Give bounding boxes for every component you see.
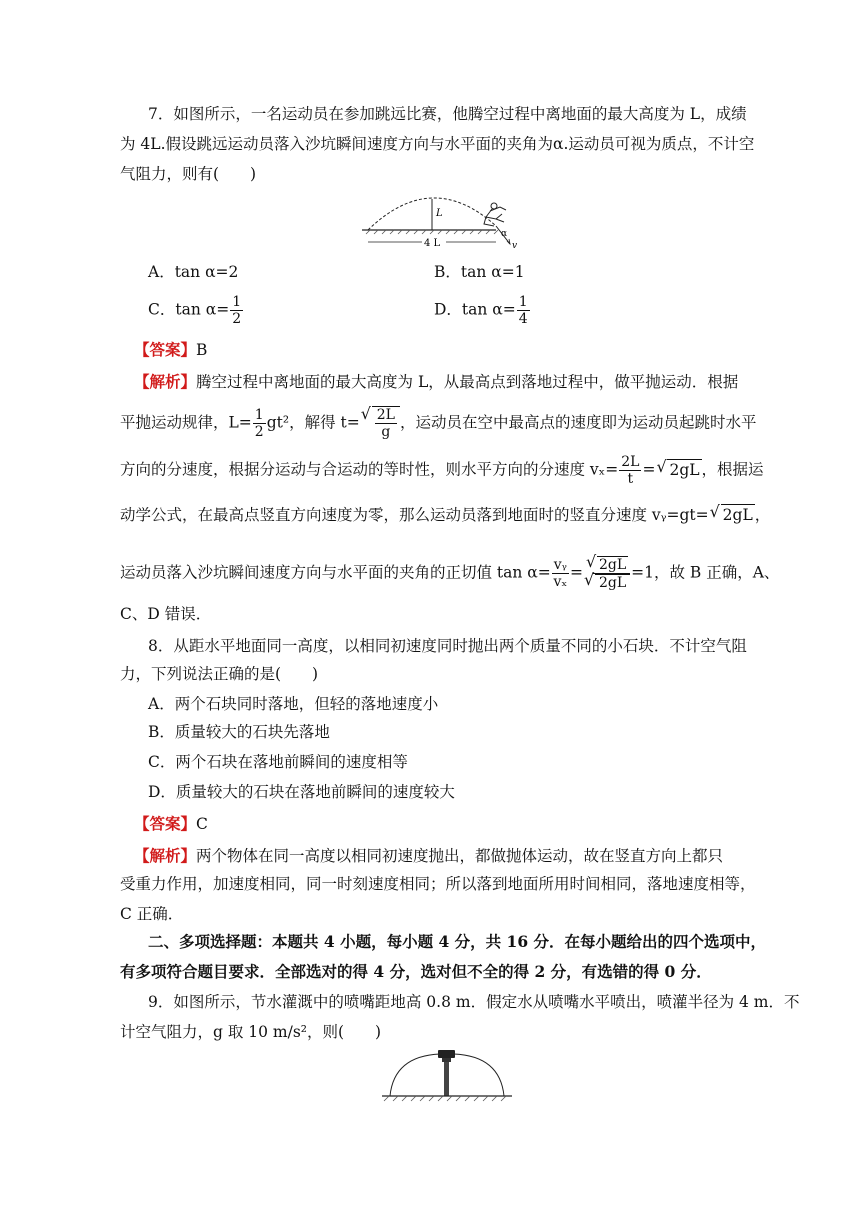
q7-line3: 气阻力，则有( ) xyxy=(120,165,257,183)
q7-analysis-line4: 动学公式，在最高点竖直方向速度为零，那么运动员落到地面时的竖直分速度 vᵧ=gt=√ 2gL ， xyxy=(120,504,770,525)
q7-option-c: C．tan α= $\frac{1}{2}$ xyxy=(148,294,242,327)
q7-analysis-line2: 平抛运动规律，L= $\frac{1}{2}$ gt²，解得 t= √ $\frac{2L}{g}$ ，运动员在空中最高点的速度即为运动员起跳时水平 xyxy=(120,406,756,440)
label-4L: 4 L xyxy=(424,238,441,249)
q8-analysis-line2: 受重力作用，加速度相同，同一时刻速度相同；所以落到地面所用时间相同，落地速度相等， xyxy=(120,875,756,893)
q7-analysis-line3: 方向的分速度，根据分运动与合运动的等时性，则水平方向的分速度 vₓ= $\frac{2L}{t}$ =√ 2gL ，根据运 xyxy=(120,454,764,487)
q8-option-c: C．两个石块在落地前瞬间的速度相等 xyxy=(148,753,408,771)
q8-analysis-line3: C 正确． xyxy=(120,905,184,923)
q8-option-b: B．质量较大的石块先落地 xyxy=(148,723,330,741)
ground-hatch xyxy=(384,1096,506,1101)
section2-line2: 有多项符合题目要求．全部选对的得 4 分，选对但不全的得 2 分，有选错的得 0 分． xyxy=(120,962,712,981)
q8-option-a: A．两个石块同时落地，但轻的落地速度小 xyxy=(148,695,439,713)
label-alpha: α xyxy=(501,229,508,239)
q8-option-d: D．质量较大的石块在落地前瞬间的速度较大 xyxy=(148,783,455,801)
q7-answer: 【答案】B xyxy=(134,340,208,359)
q9-line1: 9．如图所示，节水灌溉中的喷嘴距地高 0.8 m．假定水从喷嘴水平喷出，喷灌半径为 4 m．不 xyxy=(148,993,800,1011)
label-v: v xyxy=(512,241,518,251)
q7-analysis-line5: 运动员落入沙坑瞬间速度方向与水平面的夹角的正切值 tan α= $\frac{\text{vᵧ}}{\text{vₓ}}$ = √ 2gL √ 2gL =1，故 B 正确，A、 xyxy=(120,556,779,591)
q7-line2: 为 4L.假设跳远运动员落入沙坑瞬间速度方向与水平面的夹角为α.运动员可视为质点，不计空 xyxy=(120,135,755,153)
q8-line1: 8．从距水平地面同一高度，以相同初速度同时抛出两个质量不同的小石块．不计空气阻 xyxy=(148,637,747,655)
q8-answer: 【答案】C xyxy=(134,814,208,833)
q7-analysis-line6: C、D 错误． xyxy=(120,605,212,623)
q8-analysis-line1: 【解析】两个物体在同一高度以相同初速度抛出，都做抛体运动，故在竖直方向上都只 xyxy=(134,846,724,865)
q7-option-a: A．tan α=2 xyxy=(148,263,239,281)
sqrt-expression: √ $\frac{2L}{g}$ xyxy=(372,406,400,440)
jumper-icon xyxy=(484,203,506,226)
long-jump-figure xyxy=(362,192,530,252)
q9-line2: 计空气阻力，g 取 10 m/s²，则( ) xyxy=(120,1023,382,1041)
q7-option-b: B．tan α=1 xyxy=(434,263,525,281)
q8-line2: 力，下列说法正确的是( ) xyxy=(120,665,319,683)
q7-option-d: D．tan α= $\frac{1}{4}$ xyxy=(434,294,528,327)
q7-line1: 7．如图所示，一名运动员在参加跳远比赛，他腾空过程中离地面的最大高度为 L，成绩 xyxy=(148,105,747,123)
fraction: $\frac{1}{2}$ xyxy=(232,294,242,327)
fraction: $\frac{1}{4}$ xyxy=(518,294,528,327)
label-L: L xyxy=(436,208,443,219)
q7-analysis-line1: 【解析】腾空过程中离地面的最大高度为 L，从最高点到落地过程中，做平抛运动．根据 xyxy=(134,372,739,391)
nozzle-icon xyxy=(438,1050,455,1058)
section2-line1: 二、多项选择题：本题共 4 小题，每小题 4 分，共 16 分．在每小题给出的四个选项中， xyxy=(148,932,767,951)
ground-hatch xyxy=(366,230,498,234)
sprinkler-pole xyxy=(444,1062,449,1096)
sprinkler-figure xyxy=(380,1044,514,1106)
